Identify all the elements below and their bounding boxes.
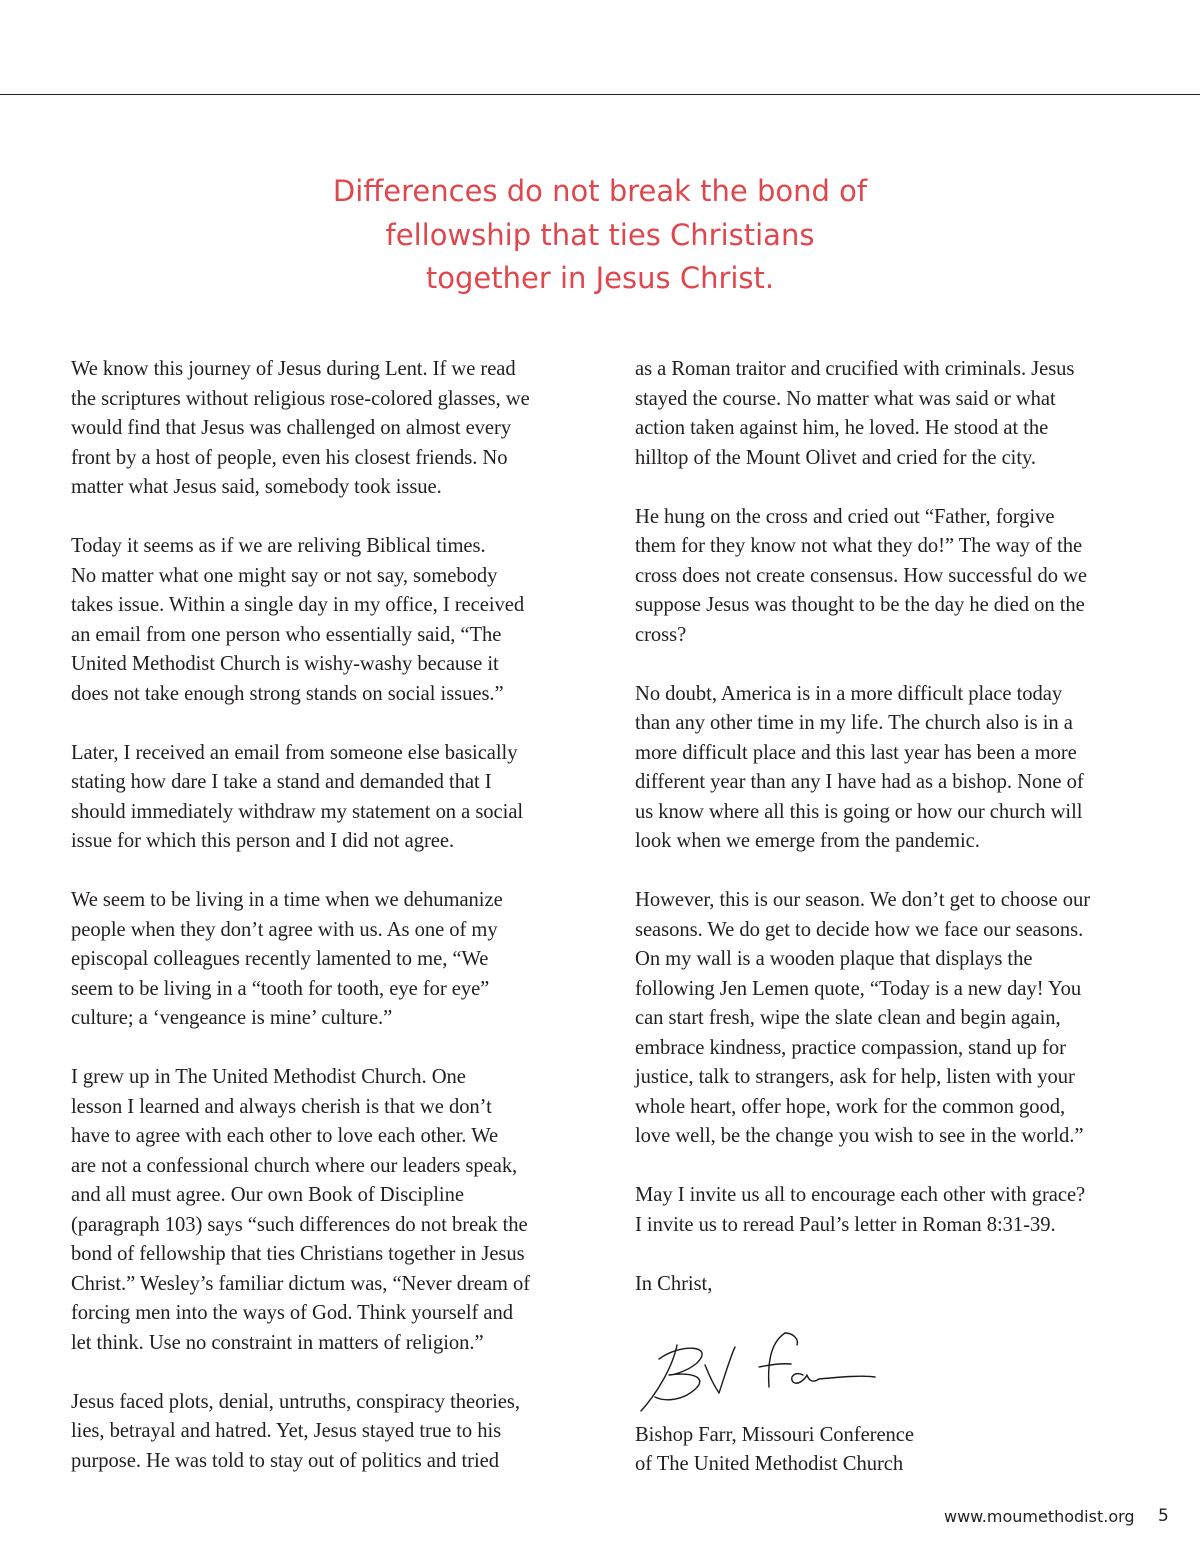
paragraph [635,680,1135,857]
paragraph-line: an email from one person who essentially said, “The [71,623,502,646]
paragraph-line: I invite us to reread Paul’s letter in Roman 8:31-39. [635,1213,1056,1236]
paragraph-line: can start fresh, wipe the slate clean and begin again, [635,1007,1061,1029]
paragraph-line: We seem to be living in a time when we dehumanize [71,889,503,911]
paragraph-line: embrace kindness, practice compassion, stand up for [635,1036,1066,1059]
paragraph-line: We know this journey of Jesus during Lent. If we read [71,358,516,380]
paragraph-line: stayed the course. No matter what was said or what [635,387,1056,410]
paragraph-line: United Methodist Church is wishy-washy because it [71,653,499,675]
top-rule [0,94,1200,95]
paragraph-line: takes issue. Within a single day in my office, I received [71,594,525,616]
paragraph-line: stating how dare I take a stand and demanded that I [71,771,492,793]
closing-salutation: In Christ, [635,1272,713,1295]
paragraph-line: On my wall is a wooden plaque that displays the [635,948,1033,970]
paragraph-line: and all must agree. Our own Book of Discipline [71,1184,464,1206]
paragraph-line: love well, be the change you wish to see in the world.” [635,1125,1084,1147]
paragraph-line: However, this is our season. We don’t get to choose our [635,889,1090,911]
paragraph-line: as a Roman traitor and crucified with criminals. Jesus [635,358,1075,380]
paragraph-line: justice, talk to strangers, ask for help, listen with your [635,1066,1075,1088]
pull-quote-line: fellowship that ties Christians [385,217,815,252]
footer-url: www.moumethodist.org [944,1507,1135,1526]
paragraph-line: let think. Use no constraint in matters of religion.” [71,1331,484,1354]
paragraph-line: hilltop of the Mount Olivet and cried for the city. [635,446,1037,469]
paragraph-line: us know where all this is going or how our church will [635,800,1083,823]
paragraph-line: different year than any I have had as a bishop. None of [635,771,1084,793]
attribution-line: Bishop Farr, Missouri Conference [635,1423,914,1446]
paragraph-line: Christ.” Wesley’s familiar dictum was, “Never dream of [71,1272,531,1295]
paragraph [635,1181,1135,1240]
paragraph-line: than any other time in my life. The church also is in a [635,712,1073,734]
page-number: 5 [1158,1506,1169,1526]
paragraph-line: He hung on the cross and cried out “Father, forgive [635,505,1055,528]
paragraph-line: lesson I learned and always cherish is that we don’t [71,1095,492,1118]
signature-icon [635,1331,885,1419]
paragraph-line: (paragraph 103) says “such differences do not break the [71,1213,528,1236]
right-column-paragraphs [635,355,1135,1240]
paragraph-line: should immediately withdraw my statement on a social [71,800,524,823]
paragraph-line: have to agree with each other to love each other. We [71,1125,499,1147]
paragraph-line: No matter what one might say or not say, somebody [71,564,498,587]
paragraph-line: more difficult place and this last year has been a more [635,741,1077,764]
paragraph [635,886,1135,1152]
paragraph-line: I grew up in The United Methodist Church. One [71,1066,466,1088]
paragraph-line: the scriptures without religious rose-colored glasses, we [71,387,530,410]
paragraph-line: cross? [635,623,687,646]
paragraph-line: cross does not create consensus. How successful do we [635,564,1088,587]
paragraph [71,1388,576,1477]
paragraph-line: Later, I received an email from someone else basically [71,741,518,764]
paragraph-line: would find that Jesus was challenged on almost every [71,417,512,439]
paragraph-line: lies, betrayal and hatred. Yet, Jesus stayed true to his [71,1420,502,1442]
paragraph-line: are not a confessional church where our leaders speak, [71,1154,518,1177]
paragraph-line: suppose Jesus was thought to be the day he died on the [635,594,1085,616]
paragraph-line: look when we emerge from the pandemic. [635,830,980,852]
paragraph-line: following Jen Lemen quote, “Today is a new day! You [635,977,1082,1000]
paragraph [71,532,576,709]
paragraph-line: people when they don’t agree with us. As one of my [71,918,498,941]
paragraph-line: No doubt, America is in a more difficult place today [635,682,1063,705]
paragraph-line: bond of fellowship that ties Christians together in Jesus [71,1243,525,1265]
paragraph-line: matter what Jesus said, somebody took issue. [71,476,442,498]
paragraph [71,1063,576,1358]
paragraph [71,355,576,503]
paragraph-line: Today it seems as if we are reliving Biblical times. [71,535,486,557]
signature [635,1329,1135,1421]
right-column [635,355,1135,1480]
paragraph-line: May I invite us all to encourage each other with grace? [635,1184,1086,1206]
paragraph [71,739,576,857]
paragraph-line: does not take enough strong stands on social issues.” [71,682,504,705]
attribution-line: of The United Methodist Church [635,1453,904,1475]
paragraph [635,355,1135,473]
paragraph-line: them for they know not what they do!” The way of the [635,535,1083,557]
pull-quote-line: together in Jesus Christ. [425,261,775,295]
paragraph-line: front by a host of people, even his closest friends. No [71,446,508,469]
paragraph-line: culture; a ‘vengeance is mine’ culture.” [71,1007,393,1029]
paragraph-line: forcing men into the ways of God. Think yourself and [71,1302,513,1324]
paragraph-line: issue for which this person and I did not agree. [71,830,455,852]
paragraph-line: seasons. We do get to decide how we face our seasons. [635,918,1084,941]
paragraph-line: Jesus faced plots, denial, untruths, conspiracy theories, [71,1390,520,1413]
paragraph [71,886,576,1034]
paragraph-line: action taken against him, he loved. He stood at the [635,417,1049,439]
left-column [71,355,576,1506]
attribution [635,1421,1135,1480]
paragraph-line: purpose. He was told to stay out of politics and tried [71,1449,499,1472]
paragraph [635,503,1135,651]
paragraph-line: seem to be living in a “tooth for tooth, eye for eye” [71,977,490,1000]
pull-quote [250,170,950,301]
paragraph-line: episcopal colleagues recently lamented to me, “We [71,948,489,970]
paragraph-line: whole heart, offer hope, work for the common good, [635,1095,1066,1118]
pull-quote-line: Differences do not break the bond of [332,174,868,208]
